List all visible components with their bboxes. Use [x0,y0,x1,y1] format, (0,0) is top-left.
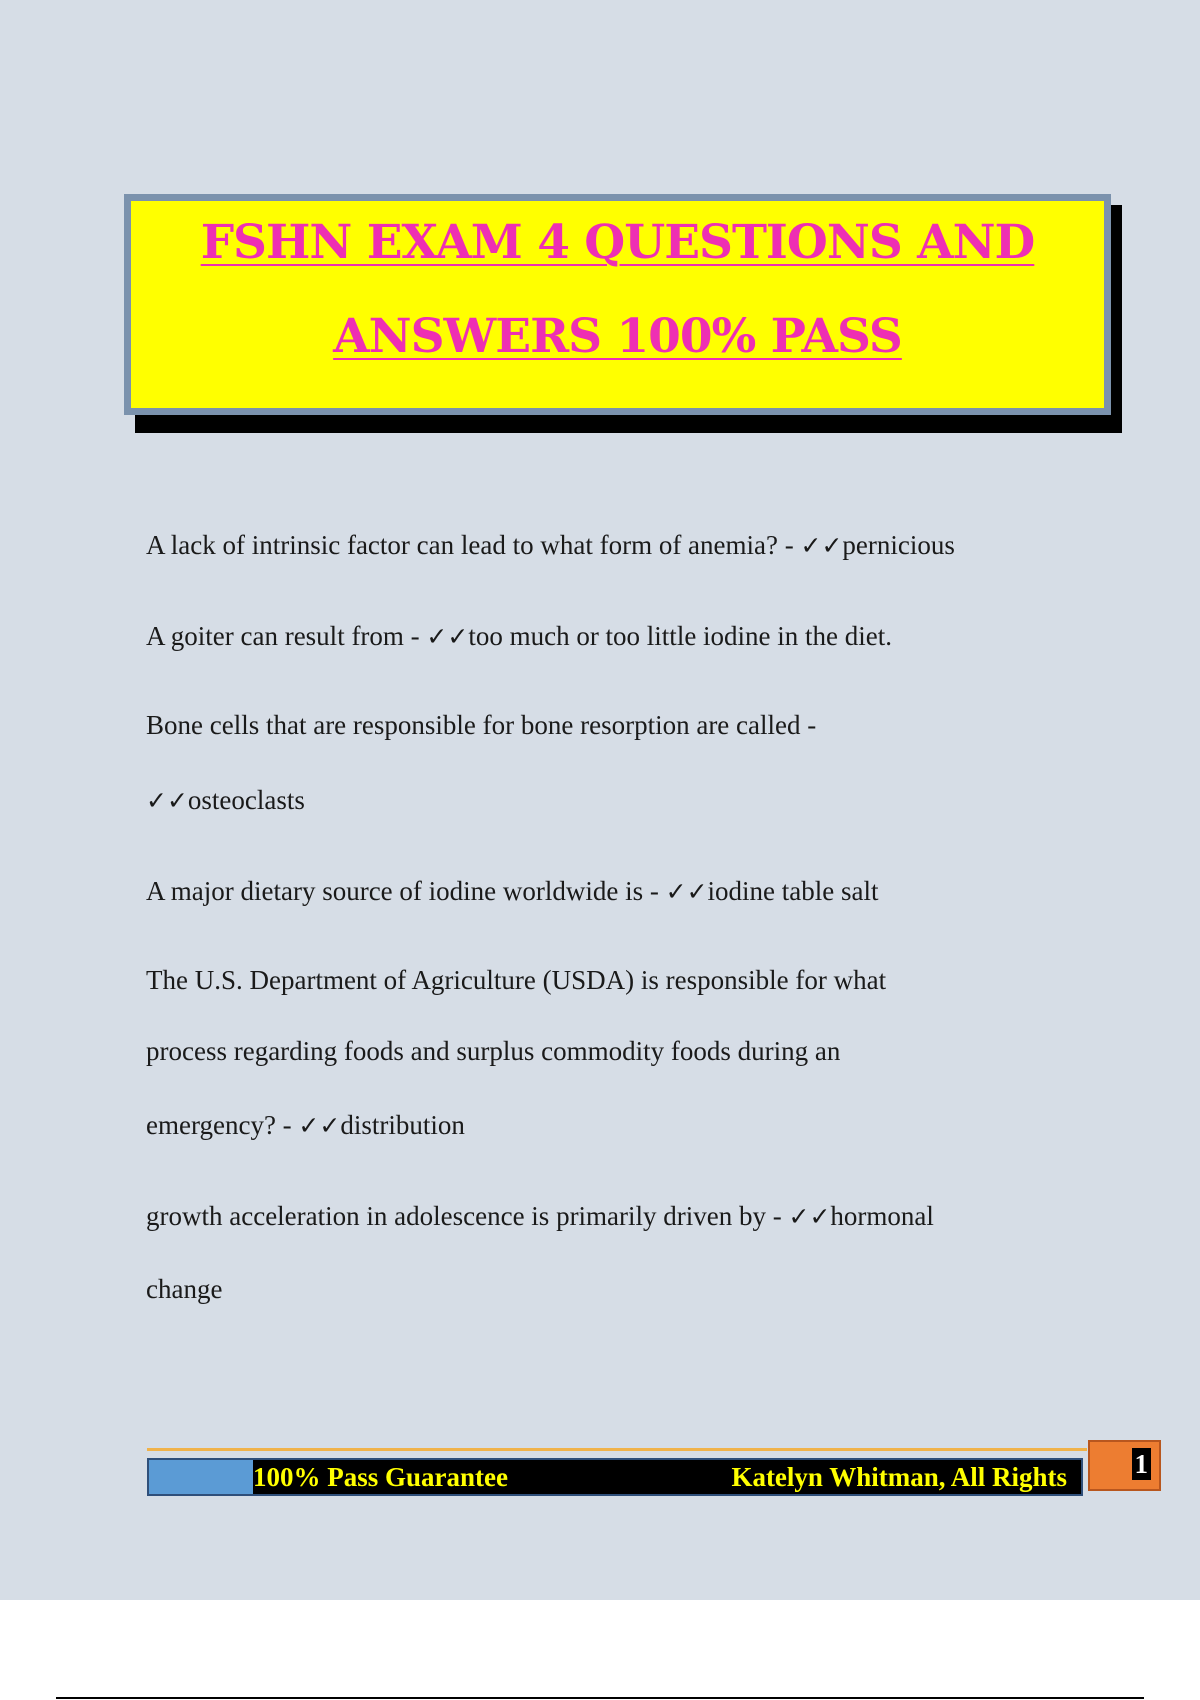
checkmark-icon: ✓✓ [800,531,843,560]
checkmark-icon: ✓✓ [298,1111,341,1140]
footer-right-text: Katelyn Whitman, All Rights [731,1462,1067,1492]
question-text: A major dietary source of iodine worldwide is - [146,876,666,906]
checkmark-icon: ✓✓ [788,1202,831,1231]
question-text: A goiter can result from - [146,621,427,651]
checkmark-icon: ✓✓ [426,622,469,651]
qa-item-4 [146,876,878,907]
title-box [124,194,1111,415]
footer-left-text: 100% Pass Guarantee [253,1462,508,1492]
qa-item-1 [146,530,955,561]
qa-item-5-line-1 [146,965,886,996]
footer-rule [147,1448,1087,1451]
footer-bar [147,1458,1083,1496]
question-text: emergency? - [146,1110,299,1140]
answer-text: hormonal [830,1201,934,1231]
qa-item-6-line-1 [146,1201,934,1232]
answer-text: change [146,1274,223,1304]
page-number: 1 [1132,1448,1152,1480]
question-text: growth acceleration in adolescence is primarily driven by - [146,1201,789,1231]
title-line-1: FSHN EXAM 4 QUESTIONS AND [200,215,1035,270]
page-bottom-rule [56,1697,1144,1699]
question-text: process regarding foods and surplus commodity foods during an [146,1036,841,1066]
answer-text: pernicious [842,530,955,560]
answer-text: distribution [340,1110,465,1140]
qa-item-3-answer [146,785,305,816]
qa-item-3-question [146,710,816,741]
checkmark-icon: ✓✓ [146,786,188,815]
answer-text: too much or too little iodine in the diet. [468,621,893,651]
page-number-box [1088,1440,1161,1491]
answer-text: osteoclasts [187,785,305,815]
qa-item-5-line-3 [146,1110,465,1141]
title-line-2: ANSWERS 100% PASS [333,309,902,364]
qa-item-6-line-2 [146,1274,222,1305]
qa-item-5-line-2 [146,1036,840,1067]
qa-item-2 [146,621,892,652]
question-text: The U.S. Department of Agriculture (USDA) is responsible for what [146,965,887,995]
footer-accent [149,1460,253,1494]
answer-text: iodine table salt [707,876,879,906]
question-text: A lack of intrinsic factor can lead to what form of anemia? - [146,530,801,560]
checkmark-icon: ✓✓ [665,877,708,906]
question-text: Bone cells that are responsible for bone resorption are called - [146,710,817,740]
